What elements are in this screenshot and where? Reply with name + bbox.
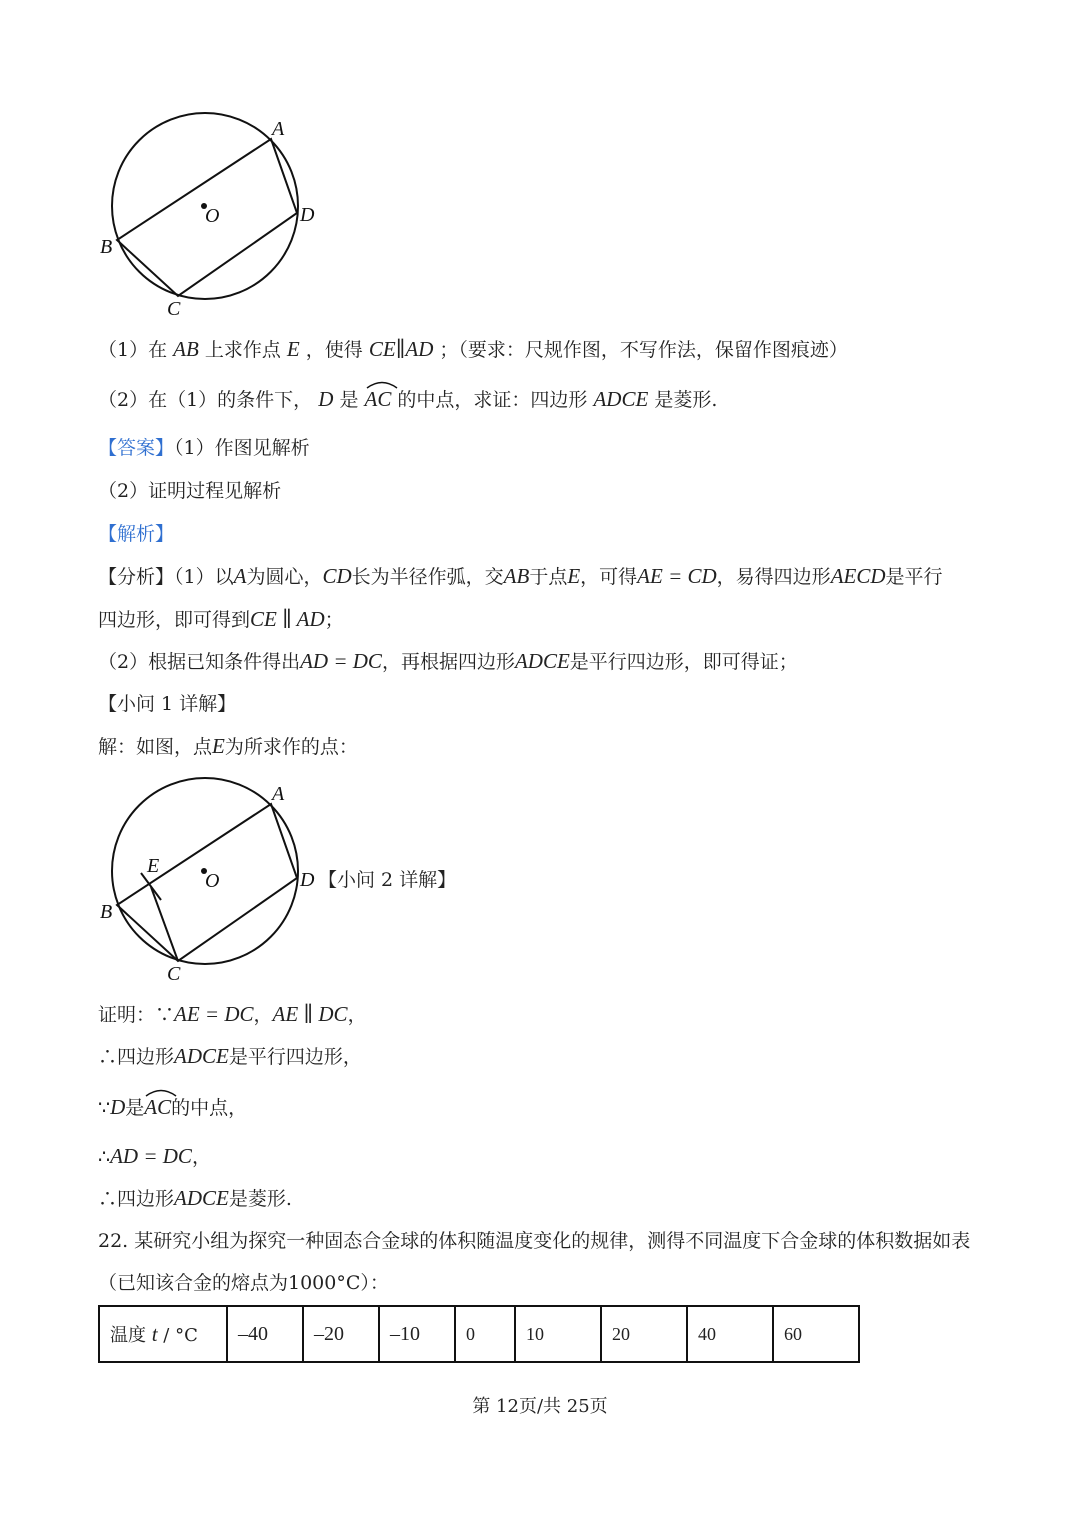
answer-line-2: （2）证明过程见解析: [98, 480, 282, 502]
label-D: D: [300, 204, 315, 226]
page-footer: 第 12页/共 25页: [472, 1396, 608, 1417]
proof-line-3: ∵D是 AC的中点，: [98, 1094, 247, 1121]
label-O: O: [205, 205, 220, 227]
table-row: [99, 1306, 859, 1362]
label-C: C: [167, 963, 181, 985]
label-A: A: [272, 783, 285, 805]
table-cell: 0: [455, 1306, 515, 1362]
table-cell: 40: [687, 1306, 773, 1362]
question-22-line-1: 22. 某研究小组为探究一种固态合金球的体积随温度变化的规律，测得不同温度下合金球的体积数据如表: [98, 1230, 971, 1252]
label-B: B: [100, 236, 113, 258]
table-header-cell: 温度 t / °C: [99, 1306, 227, 1362]
analysis-tag: 【解析】: [98, 523, 175, 545]
question-1: （1）在 AB 上求作点 E ，使得 CE∥AD ；（要求：尺规作图，不写作法，保留作图痕迹）: [98, 337, 848, 361]
question-22-line-2: （已知该合金的熔点为1000°C）：: [98, 1272, 389, 1294]
figure-1-circle-diagram: [90, 108, 330, 323]
fenxi-line-2: 四边形，即可得到CE ∥ AD；: [98, 607, 344, 631]
fenxi-line-3: （2）根据已知条件得出AD = DC，再根据四边形ADCE是平行四边形，即可得证；: [98, 649, 798, 673]
xiaowen-2: 【小问 2 详解】: [318, 869, 457, 891]
arc-ac: AC: [365, 386, 392, 413]
table-cell: –40: [227, 1306, 303, 1362]
temperature-table: [98, 1305, 860, 1363]
question-2: （2）在（1）的条件下， D 是 AC 的中点，求证：四边形 ADCE 是菱形.: [98, 386, 717, 413]
proof-line-4: ∴AD = DC，: [98, 1144, 211, 1168]
arc-ac: AC: [144, 1094, 171, 1121]
table-cell: 20: [601, 1306, 687, 1362]
arc-mark: [365, 379, 399, 389]
figure-2-circle-diagram: [90, 773, 330, 988]
answer-line-1: 【答案】（1）作图见解析: [98, 437, 310, 459]
arc-mark: [144, 1087, 178, 1097]
label-E: E: [147, 855, 160, 877]
label-D: D: [300, 869, 315, 891]
table-cell: –20: [303, 1306, 379, 1362]
proof-line-5: ∴四边形ADCE是菱形.: [98, 1186, 292, 1210]
table-cell: –10: [379, 1306, 455, 1362]
label-O: O: [205, 870, 220, 892]
proof-line-2: ∴四边形ADCE是平行四边形，: [98, 1044, 362, 1068]
xiaowen-1: 【小问 1 详解】: [98, 693, 237, 715]
label-C: C: [167, 298, 181, 320]
label-B: B: [100, 901, 113, 923]
table-cell: 10: [515, 1306, 601, 1362]
proof-line-1: 证明：∵AE = DC，AE ∥ DC，: [98, 1002, 367, 1026]
table-cell: 60: [773, 1306, 859, 1362]
fenxi-line-1: 【分析】（1）以A为圆心，CD长为半径作弧，交AB于点E，可得AE = CD，易得四边形AECD是平行: [98, 564, 943, 588]
label-A: A: [272, 118, 285, 140]
jie-line: 解：如图，点E为所求作的点：: [98, 734, 358, 758]
